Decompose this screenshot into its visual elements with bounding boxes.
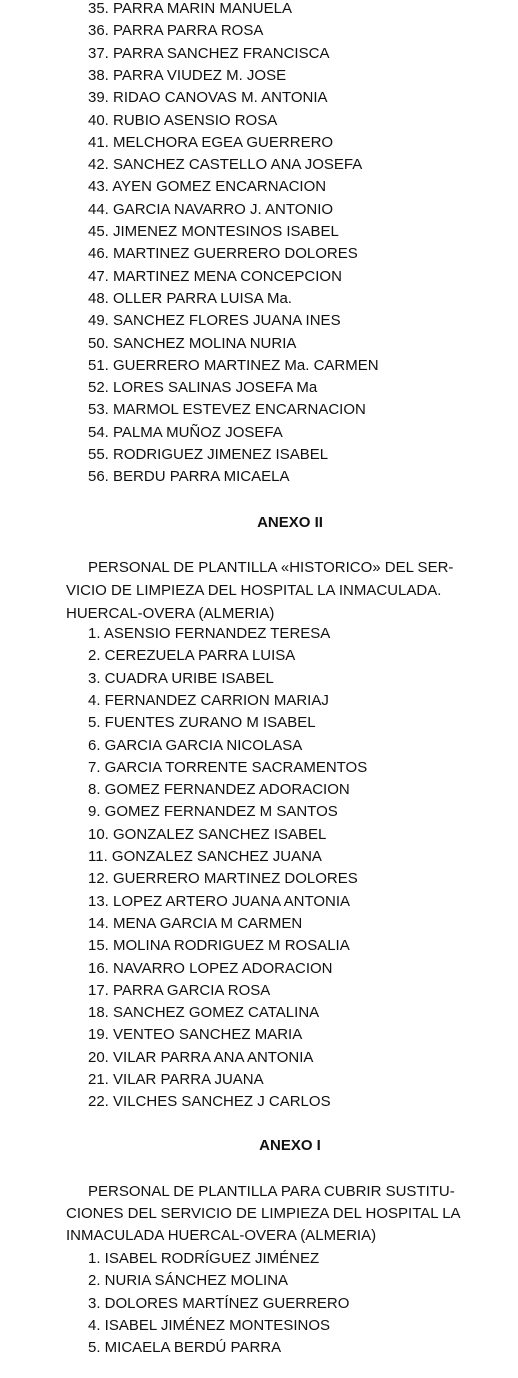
list-item: 2. CEREZUELA PARRA LUISA xyxy=(88,647,296,664)
list-item: 41. MELCHORA EGEA GUERRERO xyxy=(88,134,334,151)
list-item: 9. GOMEZ FERNANDEZ M SANTOS xyxy=(88,803,338,820)
annex-i-intro-line: INMACULADA HUERCAL-OVERA (ALMERIA) xyxy=(66,1227,377,1244)
list-item: 42. SANCHEZ CASTELLO ANA JOSEFA xyxy=(88,156,363,173)
list-item: 53. MARMOL ESTEVEZ ENCARNACION xyxy=(88,401,366,418)
list-item: 50. SANCHEZ MOLINA NURIA xyxy=(88,335,297,352)
list-item: 20. VILAR PARRA ANA ANTONIA xyxy=(88,1049,314,1066)
list-item: 13. LOPEZ ARTERO JUANA ANTONIA xyxy=(88,893,351,910)
list-item: 1. ASENSIO FERNANDEZ TERESA xyxy=(88,625,331,642)
annex-ii-intro-line: PERSONAL DE PLANTILLA «HISTORICO» DEL SER- xyxy=(88,559,454,576)
list-item: 36. PARRA PARRA ROSA xyxy=(88,22,264,39)
list-item: 3. DOLORES MARTÍNEZ GUERRERO xyxy=(88,1295,350,1312)
annex-i-intro-line: PERSONAL DE PLANTILLA PARA CUBRIR SUSTITU- xyxy=(88,1183,455,1200)
annex-ii-heading: ANEXO II xyxy=(257,514,323,531)
list-item: 44. GARCIA NAVARRO J. ANTONIO xyxy=(88,201,334,218)
list-item: 35. PARRA MARIN MANUELA xyxy=(88,0,292,17)
list-item: 52. LORES SALINAS JOSEFA Ma xyxy=(88,379,318,396)
list-item: 18. SANCHEZ GOMEZ CATALINA xyxy=(88,1004,320,1021)
list-item: 39. RIDAO CANOVAS M. ANTONIA xyxy=(88,89,328,106)
list-item: 16. NAVARRO LOPEZ ADORACION xyxy=(88,960,333,977)
annex-i-intro-line: CIONES DEL SERVICIO DE LIMPIEZA DEL HOSPITAL LA xyxy=(66,1205,461,1222)
list-item: 17. PARRA GARCIA ROSA xyxy=(88,982,271,999)
list-item: 10. GONZALEZ SANCHEZ ISABEL xyxy=(88,826,327,843)
list-item: 40. RUBIO ASENSIO ROSA xyxy=(88,112,278,129)
list-item: 2. NURIA SÁNCHEZ MOLINA xyxy=(88,1272,289,1289)
list-item: 45. JIMENEZ MONTESINOS ISABEL xyxy=(88,223,339,240)
annex-ii-intro-line: HUERCAL-OVERA (ALMERIA) xyxy=(66,605,275,622)
list-item: 1. ISABEL RODRÍGUEZ JIMÉNEZ xyxy=(88,1250,320,1267)
list-item: 49. SANCHEZ FLORES JUANA INES xyxy=(88,312,341,329)
list-item: 4. FERNANDEZ CARRION MARIAJ xyxy=(88,692,329,709)
list-item: 4. ISABEL JIMÉNEZ MONTESINOS xyxy=(88,1317,330,1334)
list-item: 14. MENA GARCIA M CARMEN xyxy=(88,915,303,932)
list-item: 37. PARRA SANCHEZ FRANCISCA xyxy=(88,45,330,62)
list-item: 56. BERDU PARRA MICAELA xyxy=(88,468,290,485)
list-item: 3. CUADRA URIBE ISABEL xyxy=(88,670,274,687)
annex-i-heading: ANEXO I xyxy=(259,1137,321,1154)
list-item: 7. GARCIA TORRENTE SACRAMENTOS xyxy=(88,759,368,776)
list-item: 5. FUENTES ZURANO M ISABEL xyxy=(88,714,316,731)
list-item: 8. GOMEZ FERNANDEZ ADORACION xyxy=(88,781,350,798)
list-item: 47. MARTINEZ MENA CONCEPCION xyxy=(88,268,342,285)
list-item: 15. MOLINA RODRIGUEZ M ROSALIA xyxy=(88,937,350,954)
list-item: 11. GONZALEZ SANCHEZ JUANA xyxy=(88,848,322,865)
list-item: 19. VENTEO SANCHEZ MARIA xyxy=(88,1026,303,1043)
list-item: 54. PALMA MUÑOZ JOSEFA xyxy=(88,424,283,441)
annex-ii-intro-line: VICIO DE LIMPIEZA DEL HOSPITAL LA INMACULADA. xyxy=(66,582,442,599)
list-item: 43. AYEN GOMEZ ENCARNACION xyxy=(88,178,327,195)
list-item: 48. OLLER PARRA LUISA Ma. xyxy=(88,290,292,307)
list-item: 51. GUERRERO MARTINEZ Ma. CARMEN xyxy=(88,357,379,374)
list-item: 6. GARCIA GARCIA NICOLASA xyxy=(88,737,303,754)
list-item: 55. RODRIGUEZ JIMENEZ ISABEL xyxy=(88,446,329,463)
list-item: 21. VILAR PARRA JUANA xyxy=(88,1071,264,1088)
list-item: 46. MARTINEZ GUERRERO DOLORES xyxy=(88,245,358,262)
list-item: 5. MICAELA BERDÚ PARRA xyxy=(88,1339,282,1356)
list-item: 22. VILCHES SANCHEZ J CARLOS xyxy=(88,1093,331,1110)
list-item: 38. PARRA VIUDEZ M. JOSE xyxy=(88,67,287,84)
list-item: 12. GUERRERO MARTINEZ DOLORES xyxy=(88,870,358,887)
